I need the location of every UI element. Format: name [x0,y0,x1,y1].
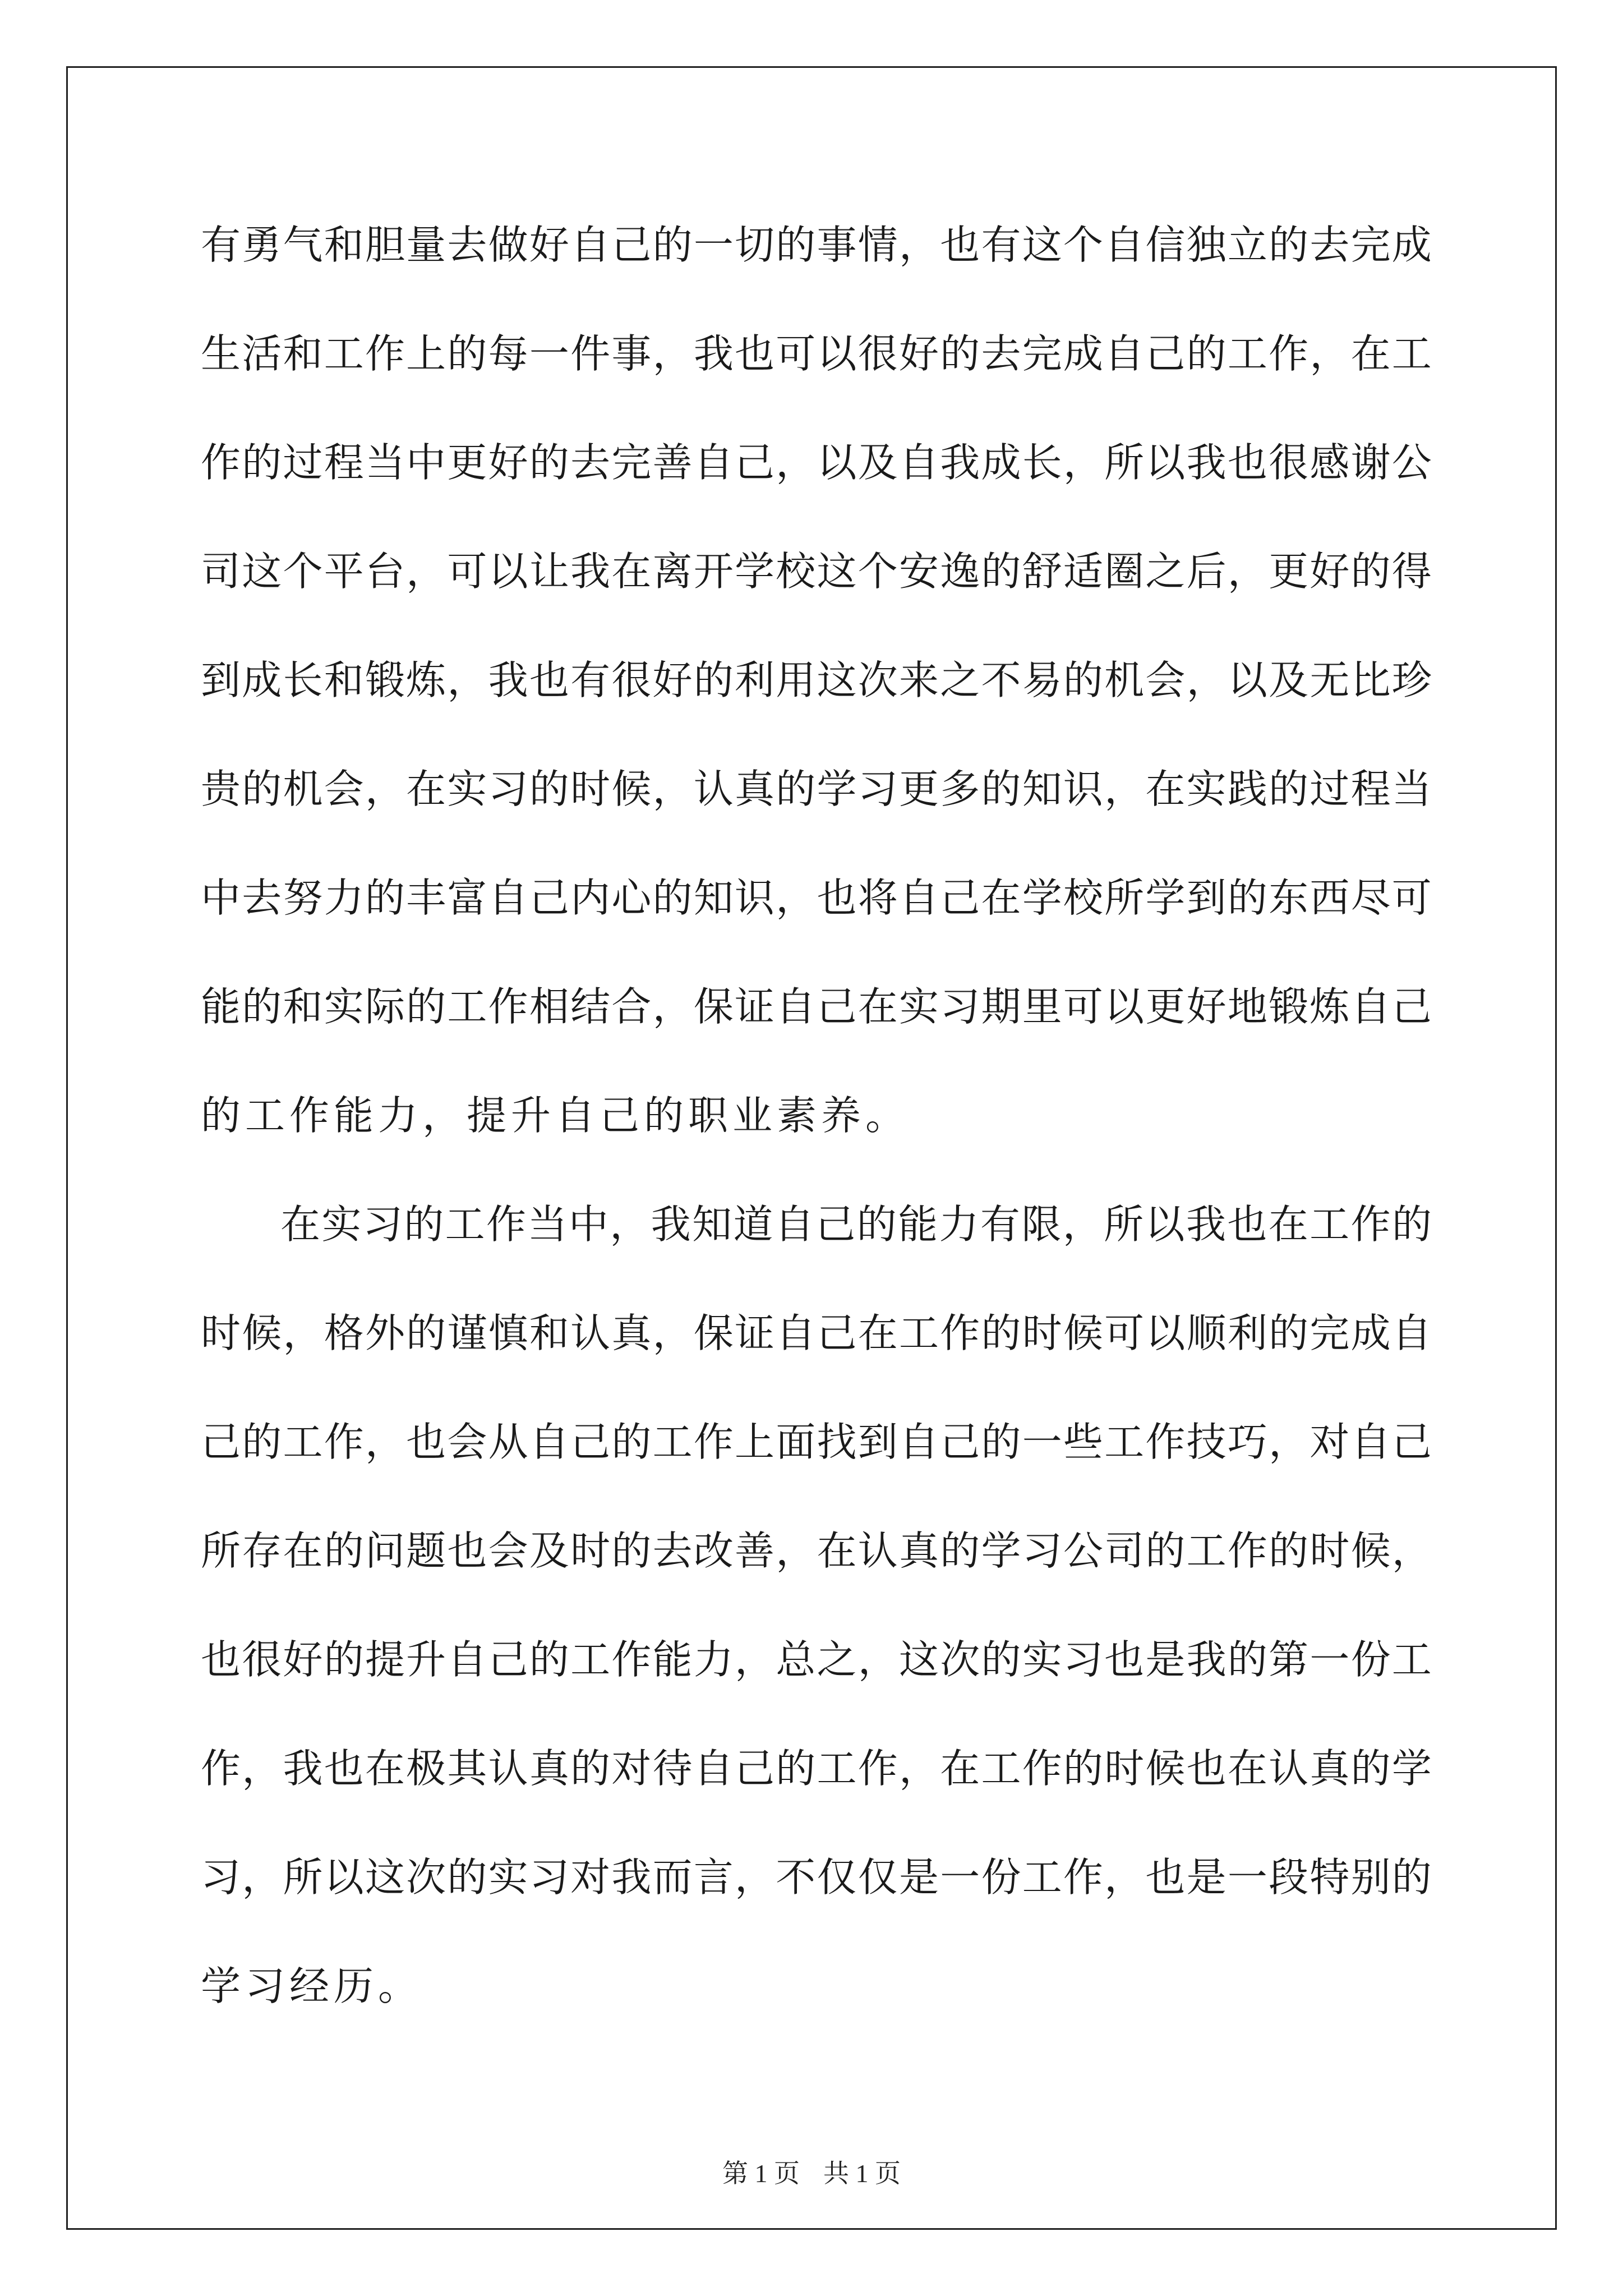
paragraph-1-line-1: 有 勇 气 和 胆 量 去 做 好 自 己 的 一 切 的 事 情 ， 也 有 这 个 自 信 独 立 的 去 完 成 [201,222,1432,268]
paragraph-2-line-6: 作 ， 我 也 在 极 其 认 真 的 对 待 自 己 的 工 作 ， 在 工 作 的 时 候 也 在 认 真 的 学 [201,1745,1432,1792]
paragraph-2-line-3: 己 的 工 作 ， 也 会 从 自 己 的 工 作 上 面 找 到 自 己 的 一 些 工 作 技 巧 ， 对 自 己 [201,1419,1432,1465]
paragraph-1-line-2: 生 活 和 工 作 上 的 每 一 件 事 ， 我 也 可 以 很 好 的 去 完 成 自 己 的 工 作 ， 在 工 [201,330,1432,377]
page-footer [0,2153,1623,2190]
document-body [201,191,1432,2041]
paragraph-1-line-4: 司 这 个 平 台 ， 可 以 让 我 在 离 开 学 校 这 个 安 逸 的 舒 适 圈 之 后 ， 更 好 的 得 [201,548,1432,595]
paragraph-1-line-7: 中 去 努 力 的 丰 富 自 己 内 心 的 知 识 ， 也 将 自 己 在 学 校 所 学 到 的 东 西 尽 可 [201,875,1432,921]
paragraph-2-line-4: 所 存 在 的 问 题 也 会 及 时 的 去 改 善 ， 在 认 真 的 学 习 公 司 的 工 作 的 时 候 ， [201,1527,1432,1574]
paragraph-2-line-7: 习 ， 所 以 这 次 的 实 习 对 我 而 言 ， 不 仅 仅 是 一 份 工 作 ， 也 是 一 段 特 别 的 [201,1854,1432,1901]
paragraph-2-line-2: 时 候 ， 格 外 的 谨 慎 和 认 真 ， 保 证 自 己 在 工 作 的 时 候 可 以 顺 利 的 完 成 自 [201,1310,1432,1356]
paragraph-1-line-6: 贵 的 机 会 ， 在 实 习 的 时 候 ， 认 真 的 学 习 更 多 的 知 识 ， 在 实 践 的 过 程 当 [201,766,1432,812]
page-number: 第 1 页 [722,2159,800,2188]
paragraph-1-line-9: 的工作能力，提升自己的职业素养。 [201,1092,910,1139]
paragraph-2-line-1: 在 实 习 的 工 作 当 中 ， 我 知 道 自 己 的 能 力 有 限 ， 所 以 我 也 在 工 作 的 [280,1201,1432,1248]
paragraph-2-line-8: 学习经历。 [201,1963,423,2009]
paragraph-1-line-5: 到 成 长 和 锻 炼 ， 我 也 有 很 好 的 利 用 这 次 来 之 不 易 的 机 会 ， 以 及 无 比 珍 [201,657,1432,703]
page-total: 共 1 页 [823,2159,901,2188]
paragraph-1-line-8: 能 的 和 实 际 的 工 作 相 结 合 ， 保 证 自 己 在 实 习 期 里 可 以 更 好 地 锻 炼 自 己 [201,983,1432,1030]
paragraph-2-line-5: 也 很 好 的 提 升 自 己 的 工 作 能 力 ， 总 之 ， 这 次 的 实 习 也 是 我 的 第 一 份 工 [201,1636,1432,1683]
paragraph-1-line-3: 作 的 过 程 当 中 更 好 的 去 完 善 自 己 ， 以 及 自 我 成 长 ， 所 以 我 也 很 感 谢 公 [201,439,1432,486]
